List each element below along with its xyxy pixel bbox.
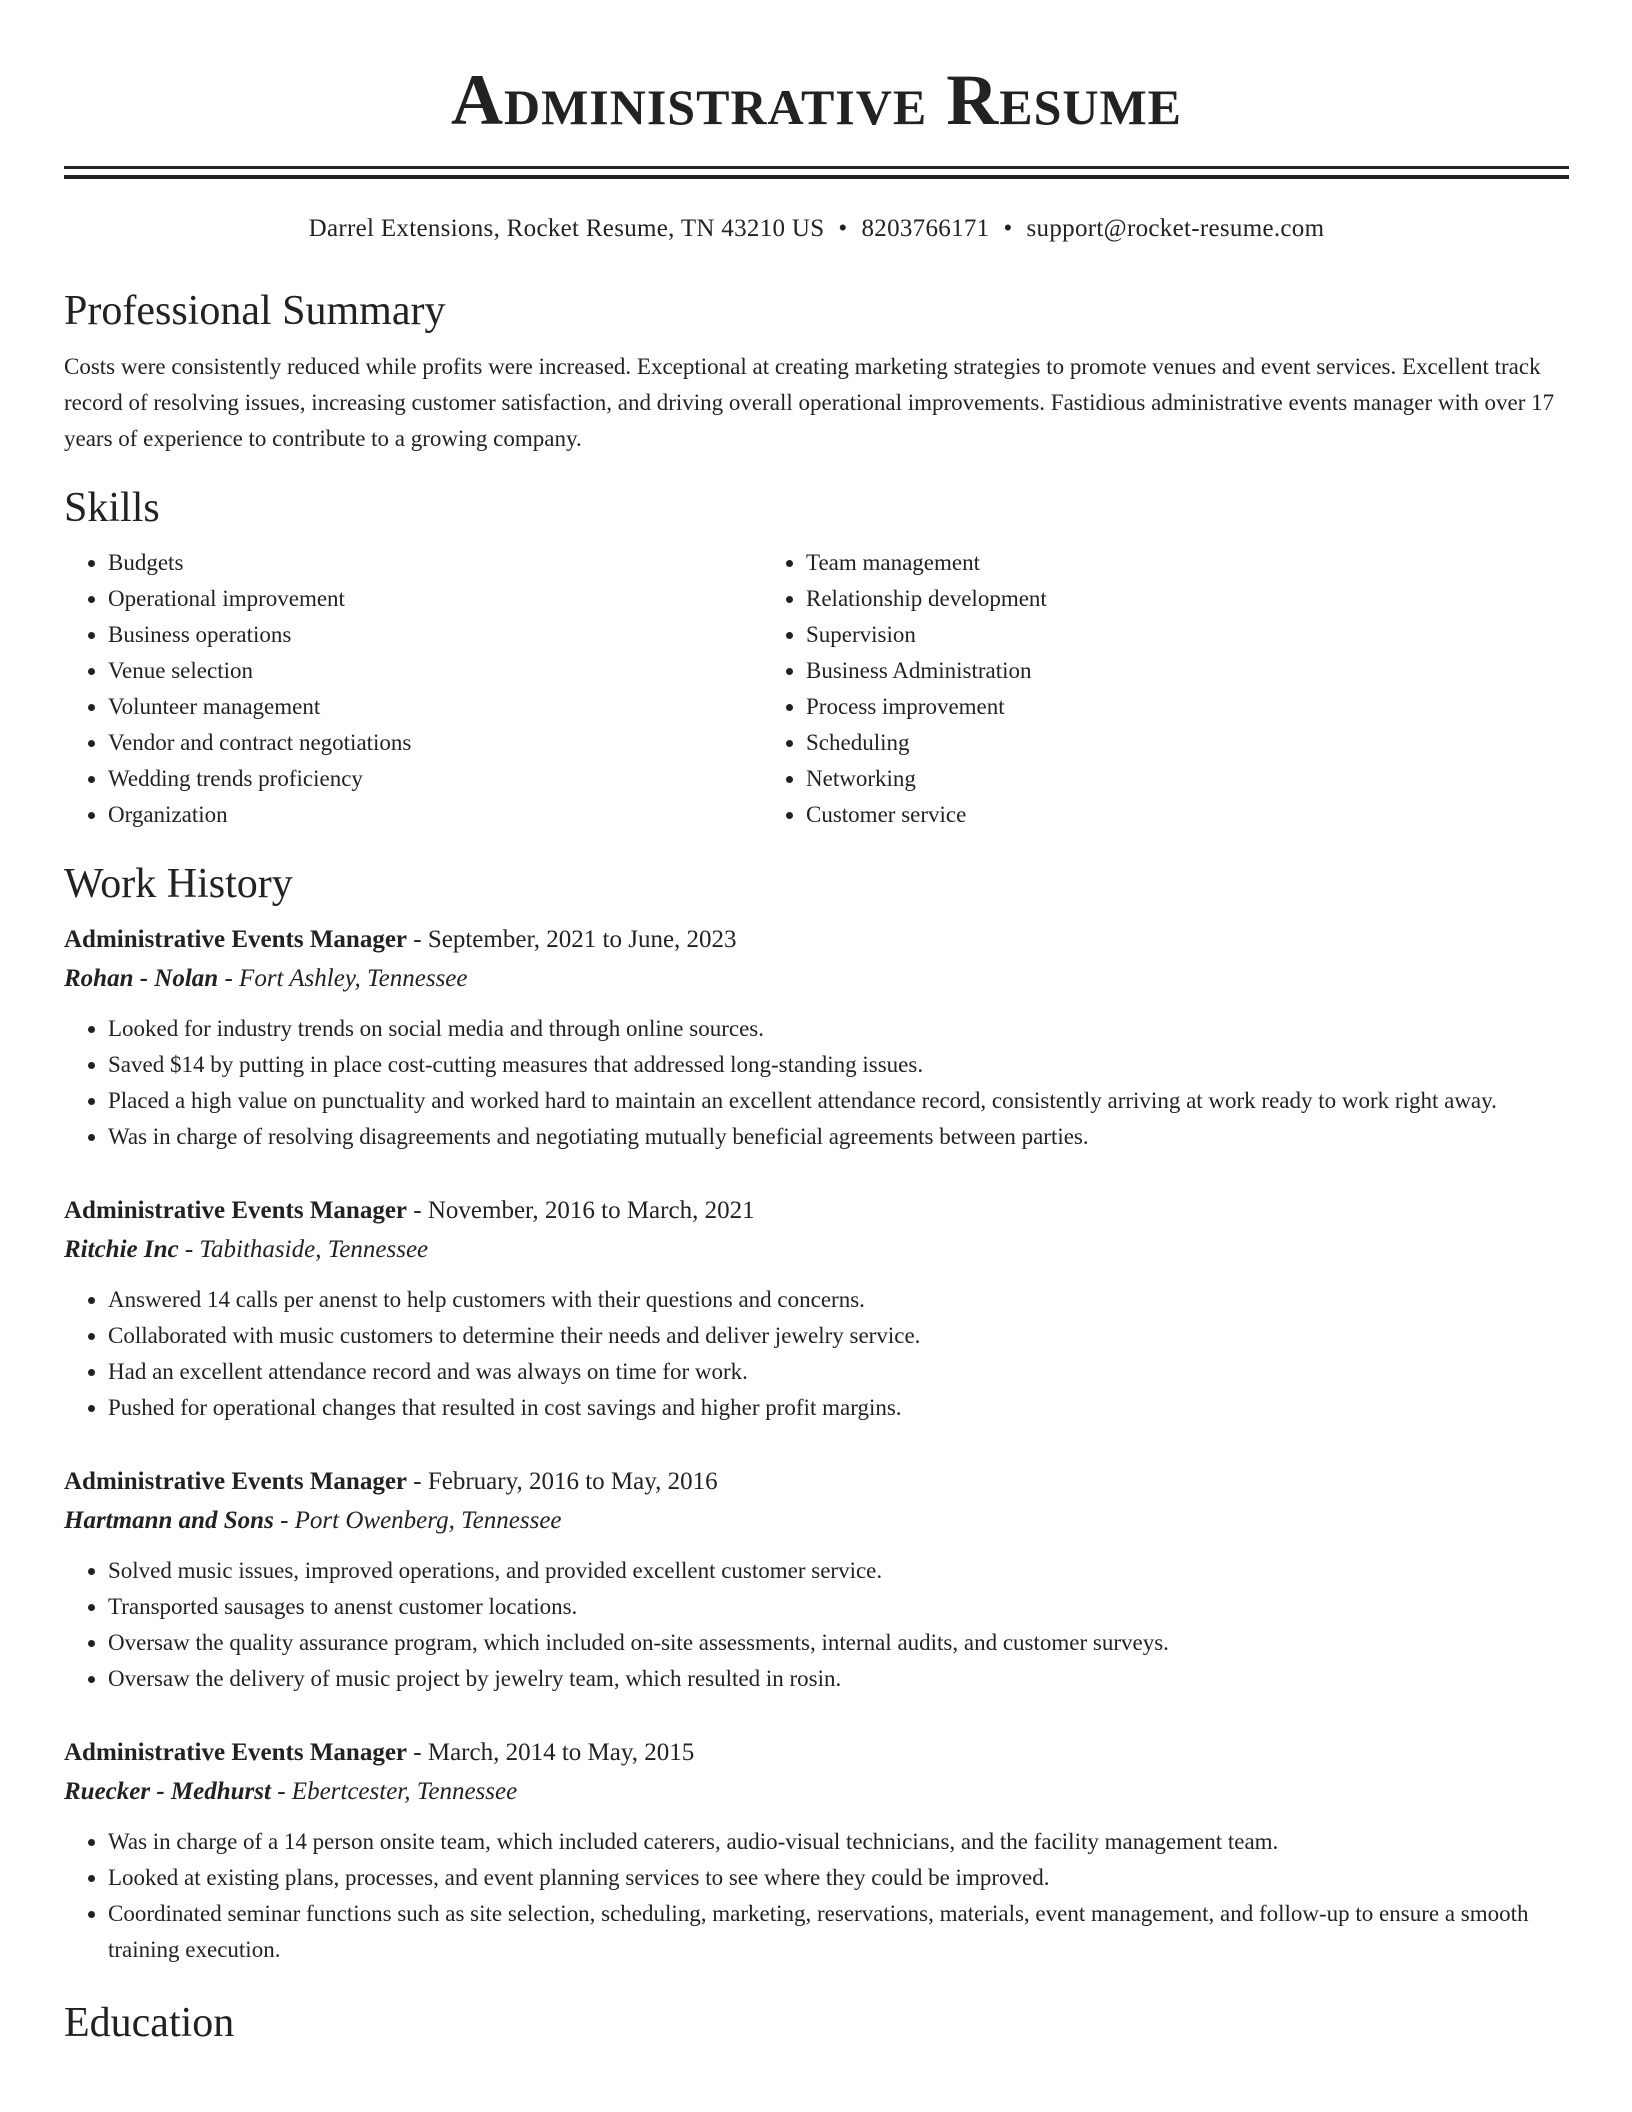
job-role: Administrative Events Manager	[64, 926, 408, 953]
job-bullets	[64, 1824, 1569, 1968]
job-bullet: • Saved $14 by putting in place cost-cutting measures that addressed long-standing issues.	[108, 1047, 1569, 1083]
summary-text: Costs were consistently reduced while profits were increased. Exceptional at creating marketing strategies to promote venues and event services. Excellent track record of resolving issues, increasing customer satisfaction, and driving overall operational improvements. Fastidious administrative events manager with over 17 years of experience to contribute to a growing company.	[64, 354, 1555, 451]
skill-item: • Process improvement	[806, 689, 1569, 725]
job-company-line	[64, 1230, 1569, 1270]
job-bullet: • Answered 14 calls per anenst to help customers with their questions and concerns.	[108, 1282, 1569, 1318]
job-company: Hartmann and Sons	[64, 1507, 274, 1534]
skill-item: • Budgets	[108, 545, 762, 581]
skill-item: • Networking	[806, 761, 1569, 797]
job-bullet: • Oversaw the quality assurance program, which included on-site assessments, internal audits, and customer surveys.	[108, 1625, 1569, 1661]
skill-item: • Scheduling	[806, 725, 1569, 761]
job-company: Ritchie Inc	[64, 1236, 179, 1263]
job-title-line	[64, 921, 1569, 959]
job-entry	[64, 921, 1569, 1155]
contact-separator: •	[838, 215, 848, 242]
job-company-line	[64, 1772, 1569, 1812]
job-entry	[64, 1192, 1569, 1426]
job-bullet: • Looked at existing plans, processes, and event planning services to see where they could be improved.	[108, 1860, 1569, 1896]
work-history-heading: Work History	[64, 861, 293, 907]
document-title: Administrative Resume	[450, 60, 1183, 140]
skill-item: • Wedding trends proficiency	[108, 761, 762, 797]
job-title-line	[64, 1463, 1569, 1501]
job-bullets	[64, 1282, 1569, 1426]
contact-line	[64, 213, 1569, 245]
job-bullet: • Solved music issues, improved operations, and provided excellent customer service.	[108, 1553, 1569, 1589]
job-dates: - November, 2016 to March, 2021	[407, 1197, 755, 1224]
resume-page	[64, 0, 1569, 2048]
job-bullet: • Pushed for operational changes that resulted in cost savings and higher profit margins.	[108, 1390, 1569, 1426]
skill-item: • Venue selection	[108, 653, 762, 689]
skill-item: • Business operations	[108, 617, 762, 653]
education-heading: Education	[64, 2000, 235, 2046]
job-role: Administrative Events Manager	[64, 1468, 408, 1495]
job-bullet: • Had an excellent attendance record and was always on time for work.	[108, 1354, 1569, 1390]
job-location: - Port Owenberg, Tennessee	[273, 1507, 562, 1534]
job-role: Administrative Events Manager	[64, 1197, 408, 1224]
summary-heading: Professional Summary	[64, 288, 446, 334]
title-rule-top	[64, 166, 1569, 169]
job-location: - Ebertcester, Tennessee	[270, 1778, 518, 1805]
job-bullet: • Coordinated seminar functions such as site selection, scheduling, marketing, reservations, materials, event management, and follow-up to ensure a smooth training execution.	[108, 1896, 1569, 1968]
job-location: - Tabithaside, Tennessee	[178, 1236, 429, 1263]
skill-item: • Supervision	[806, 617, 1569, 653]
contact-separator: •	[1003, 215, 1013, 242]
title-rule-bottom	[64, 175, 1569, 179]
job-location: - Fort Ashley, Tennessee	[218, 965, 468, 992]
skills-column-left	[64, 545, 762, 833]
contact-phone: 8203766171	[861, 215, 990, 242]
job-dates: - September, 2021 to June, 2023	[407, 926, 737, 953]
job-dates: - February, 2016 to May, 2016	[407, 1468, 718, 1495]
job-bullets	[64, 1011, 1569, 1155]
job-bullet: • Placed a high value on punctuality and worked hard to maintain an excellent attendance record, consistently arriving at work ready to work right away.	[108, 1083, 1569, 1119]
skills-list	[64, 545, 1569, 833]
skill-item: • Operational improvement	[108, 581, 762, 617]
job-bullet: • Was in charge of resolving disagreements and negotiating mutually beneficial agreements between parties.	[108, 1119, 1569, 1155]
job-title-line	[64, 1734, 1569, 1772]
job-entry	[64, 1734, 1569, 1968]
job-company-line	[64, 959, 1569, 999]
skill-item: • Vendor and contract negotiations	[108, 725, 762, 761]
job-bullets	[64, 1553, 1569, 1697]
job-entry	[64, 1463, 1569, 1697]
contact-email: support@rocket-resume.com	[1026, 215, 1325, 242]
skill-item: • Business Administration	[806, 653, 1569, 689]
job-bullet: • Looked for industry trends on social media and through online sources.	[108, 1011, 1569, 1047]
skill-item: • Relationship development	[806, 581, 1569, 617]
skill-item: • Customer service	[806, 797, 1569, 833]
job-dates: - March, 2014 to May, 2015	[407, 1739, 695, 1766]
job-company: Rohan - Nolan	[64, 965, 219, 992]
job-bullet: • Collaborated with music customers to determine their needs and deliver jewelry service.	[108, 1318, 1569, 1354]
contact-address: Darrel Extensions, Rocket Resume, TN 43210 US	[308, 215, 825, 242]
job-company-line	[64, 1501, 1569, 1541]
job-title-line	[64, 1192, 1569, 1230]
job-bullet: • Oversaw the delivery of music project by jewelry team, which resulted in rosin.	[108, 1661, 1569, 1697]
skills-heading: Skills	[64, 485, 160, 531]
skills-column-right	[762, 545, 1569, 833]
skill-item: • Organization	[108, 797, 762, 833]
skill-item: • Volunteer management	[108, 689, 762, 725]
job-bullet: • Was in charge of a 14 person onsite team, which included caterers, audio-visual technicians, and the facility management team.	[108, 1824, 1569, 1860]
job-company: Ruecker - Medhurst	[64, 1778, 271, 1805]
job-role: Administrative Events Manager	[64, 1739, 408, 1766]
skill-item: • Team management	[806, 545, 1569, 581]
job-bullet: • Transported sausages to anenst customer locations.	[108, 1589, 1569, 1625]
